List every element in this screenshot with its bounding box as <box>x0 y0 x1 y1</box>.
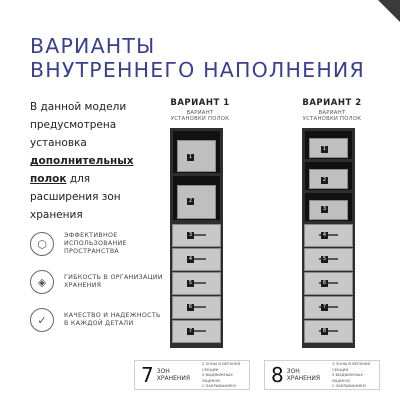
legend-line: С ЗАКРЫВАНИЕМ <box>201 383 236 389</box>
zone-number: 4 <box>322 232 327 238</box>
drawer <box>304 248 353 271</box>
variant-title: ВАРИАНТ 1 <box>170 98 230 108</box>
drawer <box>172 296 221 319</box>
variant-1-summary <box>134 360 250 390</box>
zone-number: 6 <box>188 304 193 310</box>
legend-line: 2 ЗОНЫ В ВЕРХНЕЙ СЕКЦИИ <box>201 361 241 372</box>
zone-number: 6 <box>322 280 327 286</box>
zone-number: 3 <box>188 232 193 238</box>
corner-decoration <box>378 0 400 22</box>
variant-2-summary <box>264 360 380 390</box>
feature-quality <box>30 308 164 332</box>
zone-number: 1 <box>322 146 327 152</box>
zone-count: 7 <box>141 363 154 387</box>
drawer <box>172 248 221 271</box>
drawer <box>304 296 353 319</box>
legend-line: 5 ВЫДВИЖНЫХ ЯЩИКОВ <box>201 372 233 383</box>
feature-flexibility <box>30 270 164 294</box>
legend-line: 5 ВЫДВИЖНЫХ ЯЩИКОВ <box>331 372 363 383</box>
storage-box <box>309 200 348 220</box>
zone-count: 8 <box>271 363 284 387</box>
legend-line: 3 ЗОНЫ В ВЕРХНЕЙ СЕКЦИИ <box>331 361 371 372</box>
drawer <box>172 272 221 295</box>
feature-space <box>30 232 164 256</box>
zone-count-label: ЗОН ХРАНЕНИЯ <box>286 368 321 382</box>
zone-number: 2 <box>188 198 193 204</box>
zone-number: 7 <box>188 328 193 334</box>
drawer <box>172 320 221 343</box>
drawer <box>304 224 353 247</box>
page-title <box>30 34 365 82</box>
variant-2-header <box>302 98 362 122</box>
storage-box <box>177 140 216 172</box>
zone-legend <box>332 361 379 389</box>
zone-number: 7 <box>322 304 327 310</box>
variant-1-header <box>170 98 230 122</box>
drawer <box>304 272 353 295</box>
storage-box <box>309 138 348 158</box>
intro-bold: дополнительных полок <box>30 155 134 185</box>
zone-number: 3 <box>322 206 327 212</box>
zone-number: 5 <box>188 280 193 286</box>
zone-number: 2 <box>322 177 327 183</box>
box-icon: ◈ <box>30 270 54 294</box>
intro-before: В данной модели предусмотрена установка <box>30 101 127 149</box>
zone-number: 1 <box>188 154 193 160</box>
zone-count-label: ЗОН ХРАНЕНИЯ <box>156 368 191 382</box>
zone-legend <box>202 361 249 389</box>
drawer <box>172 224 221 247</box>
intro-after: для расширения зон хранения <box>30 173 121 221</box>
feature-text: ГИБКОСТЬ В ОРГАНИЗАЦИИ ХРАНЕНИЯ <box>64 274 163 289</box>
zone-number: 8 <box>322 328 327 334</box>
intro-text <box>30 98 158 224</box>
title-line-2: ВНУТРЕННЕГО НАПОЛНЕНИЯ <box>30 58 365 82</box>
drawer <box>304 320 353 343</box>
feature-text: ЭФФЕКТИВНОЕ ИСПОЛЬЗОВАНИЕ ПРОСТРАНСТВА <box>64 232 127 255</box>
zone-number: 5 <box>322 256 327 262</box>
zone-number: 4 <box>188 256 193 262</box>
legend-line: С ЗАКРЫВАНИЕМ <box>331 383 366 389</box>
storage-box <box>177 185 216 219</box>
variant-subtitle: ВАРИАНТ УСТАНОВКИ ПОЛОК <box>170 110 230 122</box>
variant-title: ВАРИАНТ 2 <box>302 98 362 108</box>
variant-subtitle: ВАРИАНТ УСТАНОВКИ ПОЛОК <box>302 110 362 122</box>
shield-check-icon: ✓ <box>30 308 54 332</box>
title-line-1: ВАРИАНТЫ <box>30 34 156 58</box>
box-icon: ⬡ <box>30 232 54 256</box>
storage-box <box>309 169 348 189</box>
feature-text: КАЧЕСТВО И НАДЕЖНОСТЬ В КАЖДОЙ ДЕТАЛИ <box>64 312 161 327</box>
